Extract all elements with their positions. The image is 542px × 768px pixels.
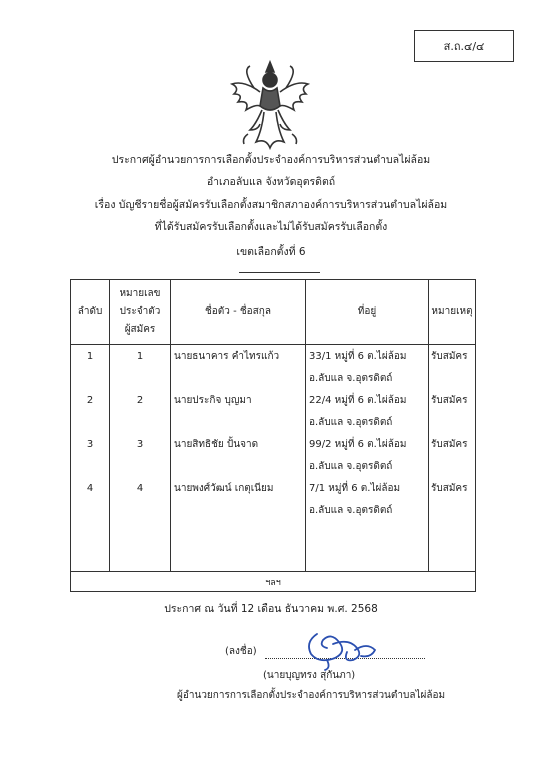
heading-line-5: เขตเลือกตั้งที่ 6: [236, 246, 306, 258]
heading-line-2: อำเภอลับแล จังหวัดอุตรดิตถ์: [206, 176, 336, 188]
row-1-remark: รับสมัคร: [431, 351, 468, 362]
heading-underline: [239, 272, 320, 273]
row-3-address-line-1: 99/2 หมู่ที่ 6 ต.ไผ่ล้อม: [309, 439, 407, 450]
table-footer-etc: ฯลฯ: [265, 577, 281, 588]
announcement-date: ประกาศ ณ วันที่ 12 เดือน ธันวาคม พ.ศ. 2568: [164, 603, 378, 615]
row-3-order: 3: [86, 439, 94, 450]
row-2-number: 2: [136, 395, 144, 406]
row-4-remark: รับสมัคร: [431, 483, 468, 494]
form-code-box: ส.ถ.๔/๔: [414, 30, 514, 62]
row-1-address-line-2: อ.ลับแล จ.อุตรดิตถ์: [309, 373, 393, 384]
heading-line-1: ประกาศผู้อำนวยการการเลือกตั้งประจำองค์การบริหารส่วนตำบลไผ่ล้อม: [111, 154, 431, 166]
row-2-order: 2: [86, 395, 94, 406]
garuda-emblem: [220, 58, 320, 158]
header-number-line-2: ประจำตัว: [119, 306, 161, 317]
row-2-name: นายประกิจ บุญมา: [174, 395, 252, 406]
header-address: ที่อยู่: [357, 306, 377, 317]
row-3-name: นายสิทธิชัย ปั้นจาด: [174, 439, 259, 450]
row-3-address-line-2: อ.ลับแล จ.อุตรดิตถ์: [309, 461, 393, 472]
row-3-number: 3: [136, 439, 144, 450]
header-number-line-1: หมายเลข: [119, 288, 161, 299]
heading-line-3: เรื่อง บัญชีรายชื่อผู้สมัครรับเลือกตั้งสมาชิกสภาองค์การบริหารส่วนตำบลไผ่ล้อม: [94, 199, 448, 211]
row-4-order: 4: [86, 483, 94, 494]
header-number-line-3: ผู้สมัคร: [124, 324, 156, 335]
header-number: [110, 280, 170, 344]
row-1-address-line-1: 33/1 หมู่ที่ 6 ต.ไผ่ล้อม: [309, 351, 407, 362]
sign-label: (ลงชื่อ): [225, 646, 257, 657]
header-order: ลำดับ: [77, 306, 103, 317]
heading-line-4: ที่ได้รับสมัครรับเลือกตั้งและไม่ได้รับสมัครรับเลือกตั้ง: [154, 221, 388, 233]
signer-name: (นายบุญทรง สุกันภา): [263, 670, 356, 681]
header-remark: หมายเหตุ: [431, 306, 473, 317]
row-1-order: 1: [86, 351, 94, 362]
row-2-remark: รับสมัคร: [431, 395, 468, 406]
row-1-number: 1: [136, 351, 144, 362]
row-4-number: 4: [136, 483, 144, 494]
row-2-address-line-1: 22/4 หมู่ที่ 6 ต.ไผ่ล้อม: [309, 395, 407, 406]
signer-title: ผู้อำนวยการการเลือกตั้งประจำองค์การบริหารส่วนตำบลไผ่ล้อม: [177, 690, 446, 701]
candidate-table: [70, 279, 476, 592]
row-2-address-line-2: อ.ลับแล จ.อุตรดิตถ์: [309, 417, 393, 428]
row-4-address-line-1: 7/1 หมู่ที่ 6 ต.ไผ่ล้อม: [309, 483, 401, 494]
handwritten-signature: [297, 624, 381, 672]
header-name: ชื่อตัว - ชื่อสกุล: [205, 306, 271, 317]
row-1-name: นายธนาคาร คำไทรแก้ว: [174, 351, 280, 362]
row-4-name: นายพงศ์วัฒน์ เกตุเนียม: [174, 483, 274, 494]
row-4-address-line-2: อ.ลับแล จ.อุตรดิตถ์: [309, 505, 393, 516]
header-divider: [71, 344, 475, 345]
row-3-remark: รับสมัคร: [431, 439, 468, 450]
